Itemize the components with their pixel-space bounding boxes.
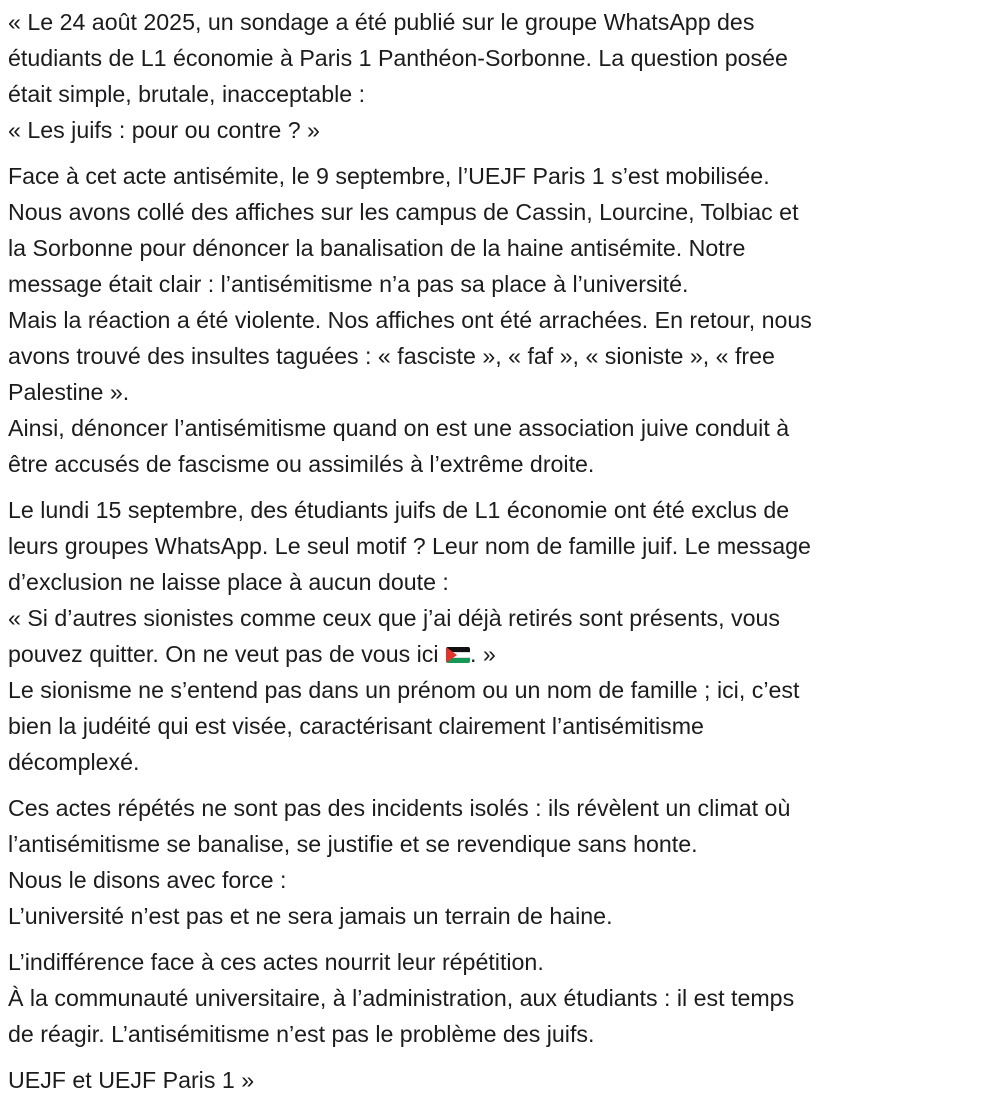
text-fragment: . » <box>469 641 496 667</box>
text-line: Ainsi, dénoncer l’antisémitisme quand on est une association juive conduit à <box>8 415 790 441</box>
text-line: avons trouvé des insultes taguées : « fasciste », « faf », « sioniste », « free <box>8 343 775 369</box>
paragraph-5 <box>8 944 980 1052</box>
text-line-with-flag <box>8 636 980 672</box>
text-line: était simple, brutale, inacceptable : <box>8 81 366 107</box>
signature-line: UEJF et UEJF Paris 1 » <box>8 1067 255 1093</box>
text-line: L’indifférence face à ces actes nourrit leur répétition. <box>8 949 544 975</box>
signature-paragraph <box>8 1062 980 1098</box>
paragraph-4 <box>8 790 980 934</box>
text-fragment: pouvez quitter. On ne veut pas de vous ici <box>8 641 445 667</box>
text-line: Le sionisme ne s’entend pas dans un prénom ou un nom de famille ; ici, c’est <box>8 677 800 703</box>
document-body <box>8 4 980 1108</box>
text-line: leurs groupes WhatsApp. Le seul motif ? Leur nom de famille juif. Le message <box>8 533 811 559</box>
text-line: étudiants de L1 économie à Paris 1 Panthéon-Sorbonne. La question posée <box>8 45 788 71</box>
text-line: « Si d’autres sionistes comme ceux que j’ai déjà retirés sont présents, vous <box>8 605 781 631</box>
text-line: Nous avons collé des affiches sur les campus de Cassin, Lourcine, Tolbiac et <box>8 199 799 225</box>
text-line: Mais la réaction a été violente. Nos affiches ont été arrachées. En retour, nous <box>8 307 812 333</box>
text-line: Le lundi 15 septembre, des étudiants juifs de L1 économie ont été exclus de <box>8 497 790 523</box>
text-line: l’antisémitisme se banalise, se justifie et se revendique sans honte. <box>8 831 698 857</box>
paragraph-2 <box>8 158 980 482</box>
text-line: d’exclusion ne laisse place à aucun doute : <box>8 569 449 595</box>
text-line: bien la judéité qui est visée, caractérisant clairement l’antisémitisme <box>8 713 704 739</box>
text-line: Palestine ». <box>8 379 130 405</box>
text-line: « Les juifs : pour ou contre ? » <box>8 117 320 143</box>
text-line: L’université n’est pas et ne sera jamais un terrain de haine. <box>8 903 613 929</box>
text-line: Ces actes répétés ne sont pas des incidents isolés : ils révèlent un climat où <box>8 795 791 821</box>
text-line: Face à cet acte antisémite, le 9 septembre, l’UEJF Paris 1 s’est mobilisée. <box>8 163 770 189</box>
text-line: À la communauté universitaire, à l’administration, aux étudiants : il est temps <box>8 985 795 1011</box>
text-line: la Sorbonne pour dénoncer la banalisation de la haine antisémite. Notre <box>8 235 746 261</box>
paragraph-1 <box>8 4 980 148</box>
palestine-flag-icon <box>446 647 470 663</box>
text-line: « Le 24 août 2025, un sondage a été publié sur le groupe WhatsApp des <box>8 9 755 35</box>
text-line: de réagir. L’antisémitisme n’est pas le problème des juifs. <box>8 1021 595 1047</box>
text-line: être accusés de fascisme ou assimilés à l’extrême droite. <box>8 451 595 477</box>
text-line: message était clair : l’antisémitisme n’a pas sa place à l’université. <box>8 271 689 297</box>
text-line: décomplexé. <box>8 749 140 775</box>
paragraph-3 <box>8 492 980 780</box>
text-line: Nous le disons avec force : <box>8 867 287 893</box>
